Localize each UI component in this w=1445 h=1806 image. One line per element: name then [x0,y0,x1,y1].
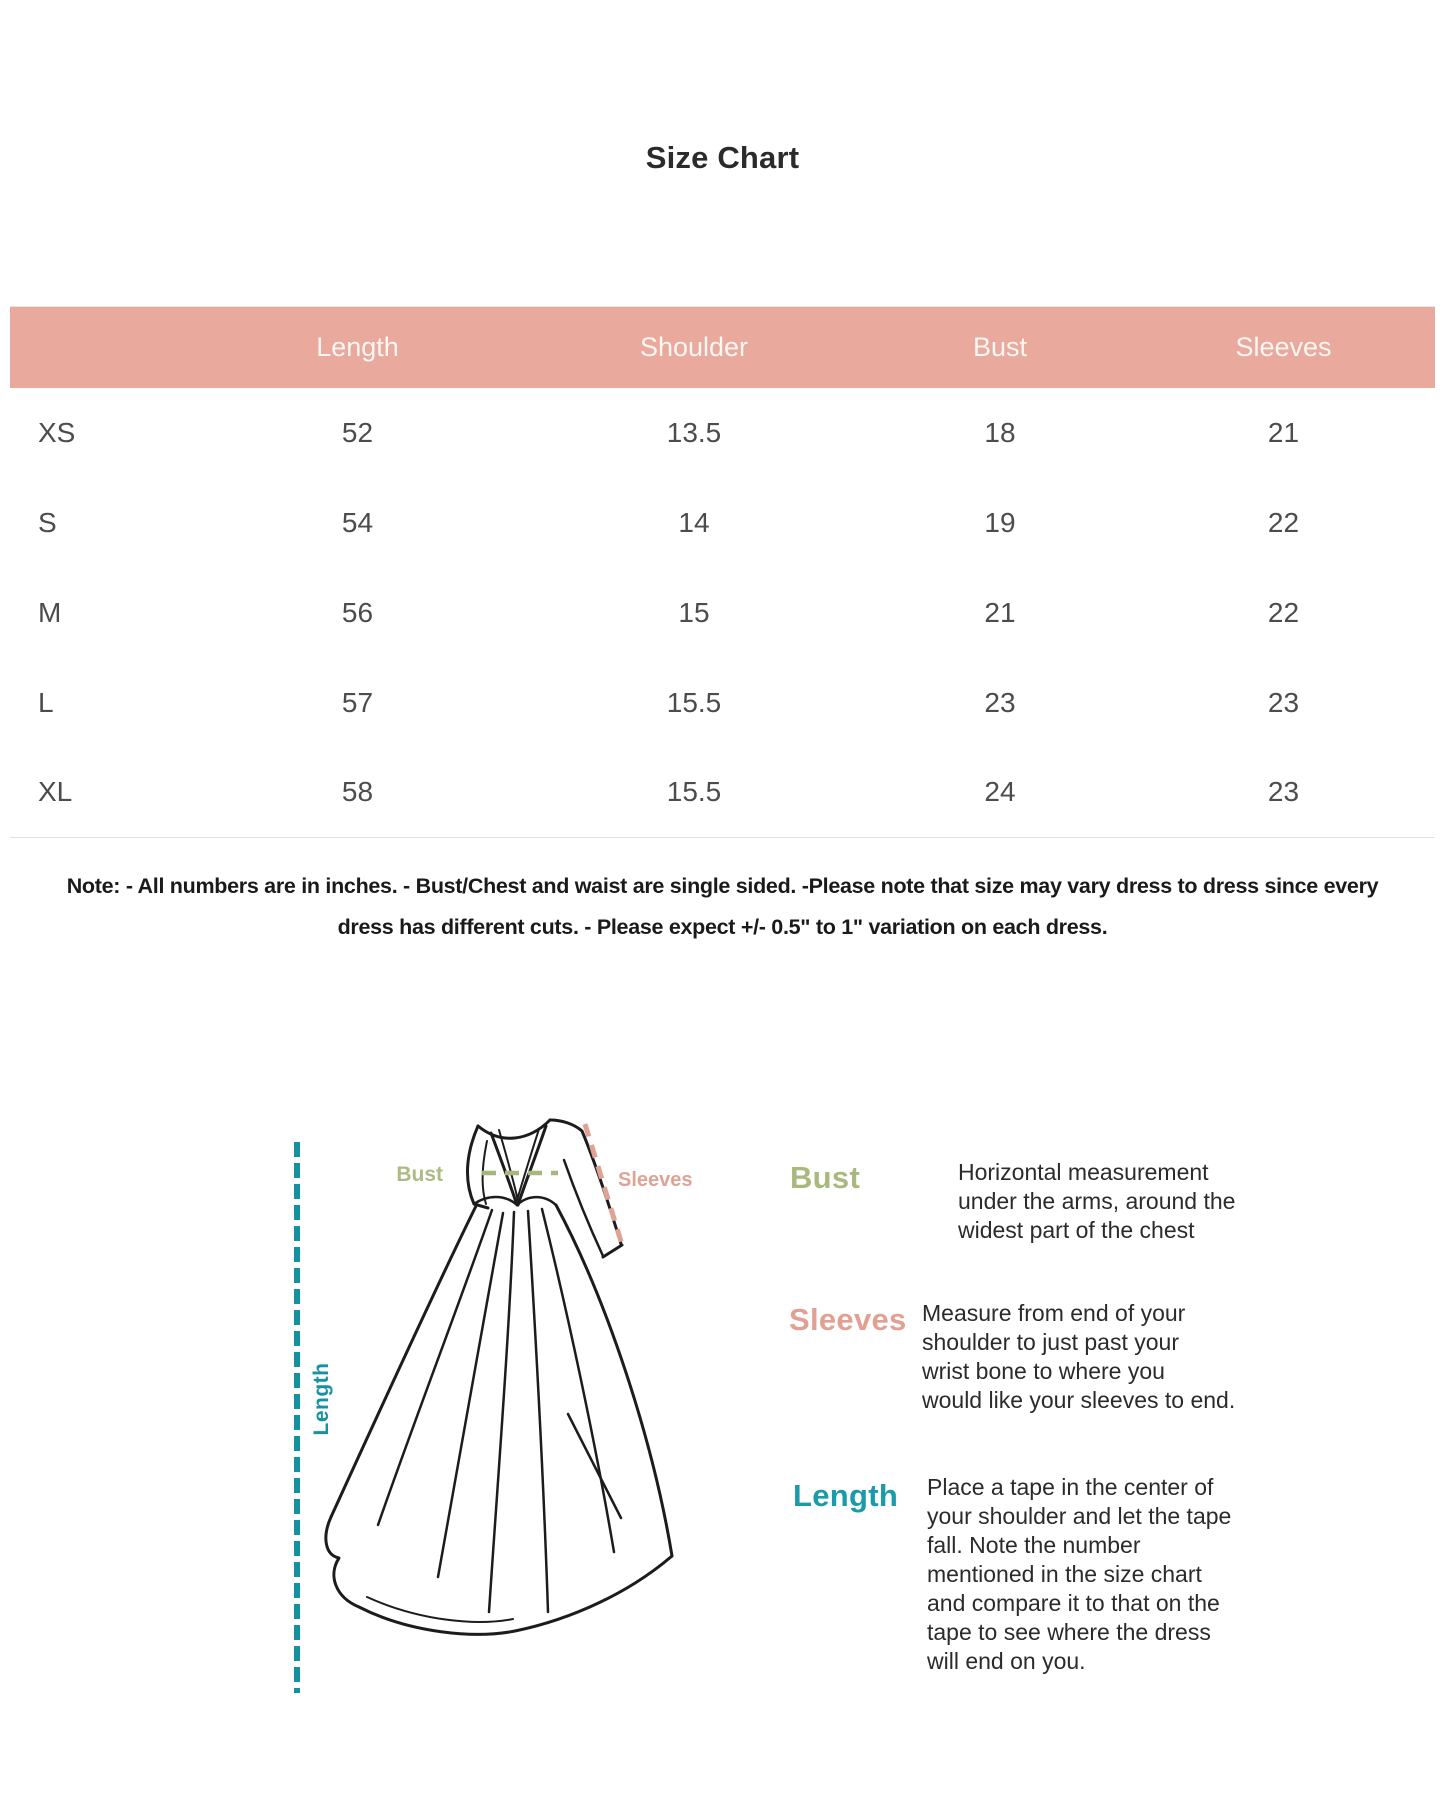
desc-line: mentioned in the size chart [927,1561,1202,1587]
desc-line: Horizontal measurement [958,1159,1209,1185]
size-label: L [38,686,54,718]
desc-line: under the arms, around the [958,1188,1236,1214]
page-title: Size Chart [645,140,800,175]
desc-line: your shoulder and let the tape [927,1503,1232,1529]
shoulder-value: 15.5 [666,686,722,718]
size-label: XL [10,748,195,838]
table-row-m [10,568,1435,658]
shoulder-value: 15 [678,596,710,628]
column-header-bust: Bust [868,307,1132,388]
length-value: 56 [341,596,374,628]
sleeves-value: 21 [1267,416,1300,448]
definition-desc-sleeves [922,1299,1235,1415]
desc-line: widest part of the chest [958,1217,1195,1243]
definition-desc-length [927,1473,1231,1676]
column-header-size [10,307,195,388]
desc-line: and compare it to that on the [927,1590,1220,1616]
size-label: XS [38,416,76,448]
size-label: M [38,596,62,628]
length-value: 54 [341,506,374,538]
note-line: dress has different cuts. - Please expect +/- 0.5" to 1" variation on each dress. [337,915,1108,939]
length-measure-dashed-line [294,1142,300,1693]
note-line: Note: - All numbers are in inches. - Bust/Chest and waist are single sided. -Please note that size may vary dress to dress since every [66,874,1379,898]
column-header-length: Length [195,307,520,388]
length-value: 57 [341,686,374,718]
bust-value: 23 [984,686,1016,718]
bust-value: 21 [984,596,1016,628]
size-table-header-row [10,307,1435,388]
table-row-s [10,478,1435,568]
bust-value: 19 [984,506,1016,538]
column-header-sleeves: Sleeves [1132,307,1435,388]
length-value: 52 [341,416,374,448]
desc-line: shoulder to just past your [922,1329,1179,1355]
definition-term-bust: Bust [790,1160,861,1195]
sleeves-diagram-label: Sleeves [618,1169,693,1191]
bust-value: 18 [984,416,1016,448]
measurement-note [0,866,1445,948]
sleeves-value: 23 [1132,748,1435,838]
desc-line: wrist bone to where you [922,1358,1165,1384]
desc-line: will end on you. [927,1648,1086,1674]
table-row-xs [10,388,1435,478]
column-header-shoulder: Shoulder [520,307,868,388]
shoulder-value: 13.5 [666,416,722,448]
definition-term-sleeves: Sleeves [789,1302,907,1337]
length-axis-label: Length [310,1362,333,1436]
desc-line: would like your sleeves to end. [922,1387,1236,1413]
definition-term-length: Length [793,1478,899,1513]
desc-line: Place a tape in the center of [927,1474,1214,1500]
size-table [10,306,1435,838]
sleeves-value: 23 [1267,686,1300,718]
sleeves-value: 22 [1267,596,1300,628]
shoulder-value: 14 [678,506,710,538]
bust-diagram-label: Bust [396,1163,443,1186]
bust-value: 24 [868,748,1132,838]
sleeves-value: 22 [1267,506,1300,538]
table-row-l [10,658,1435,748]
table-row-xl [10,748,1435,838]
desc-line: fall. Note the number [927,1532,1141,1558]
size-label: S [38,506,57,538]
length-value: 58 [195,748,520,838]
desc-line: tape to see where the dress [927,1619,1211,1645]
desc-line: Measure from end of your [922,1300,1186,1326]
definition-desc-bust [958,1158,1235,1245]
shoulder-value: 15.5 [520,748,868,838]
